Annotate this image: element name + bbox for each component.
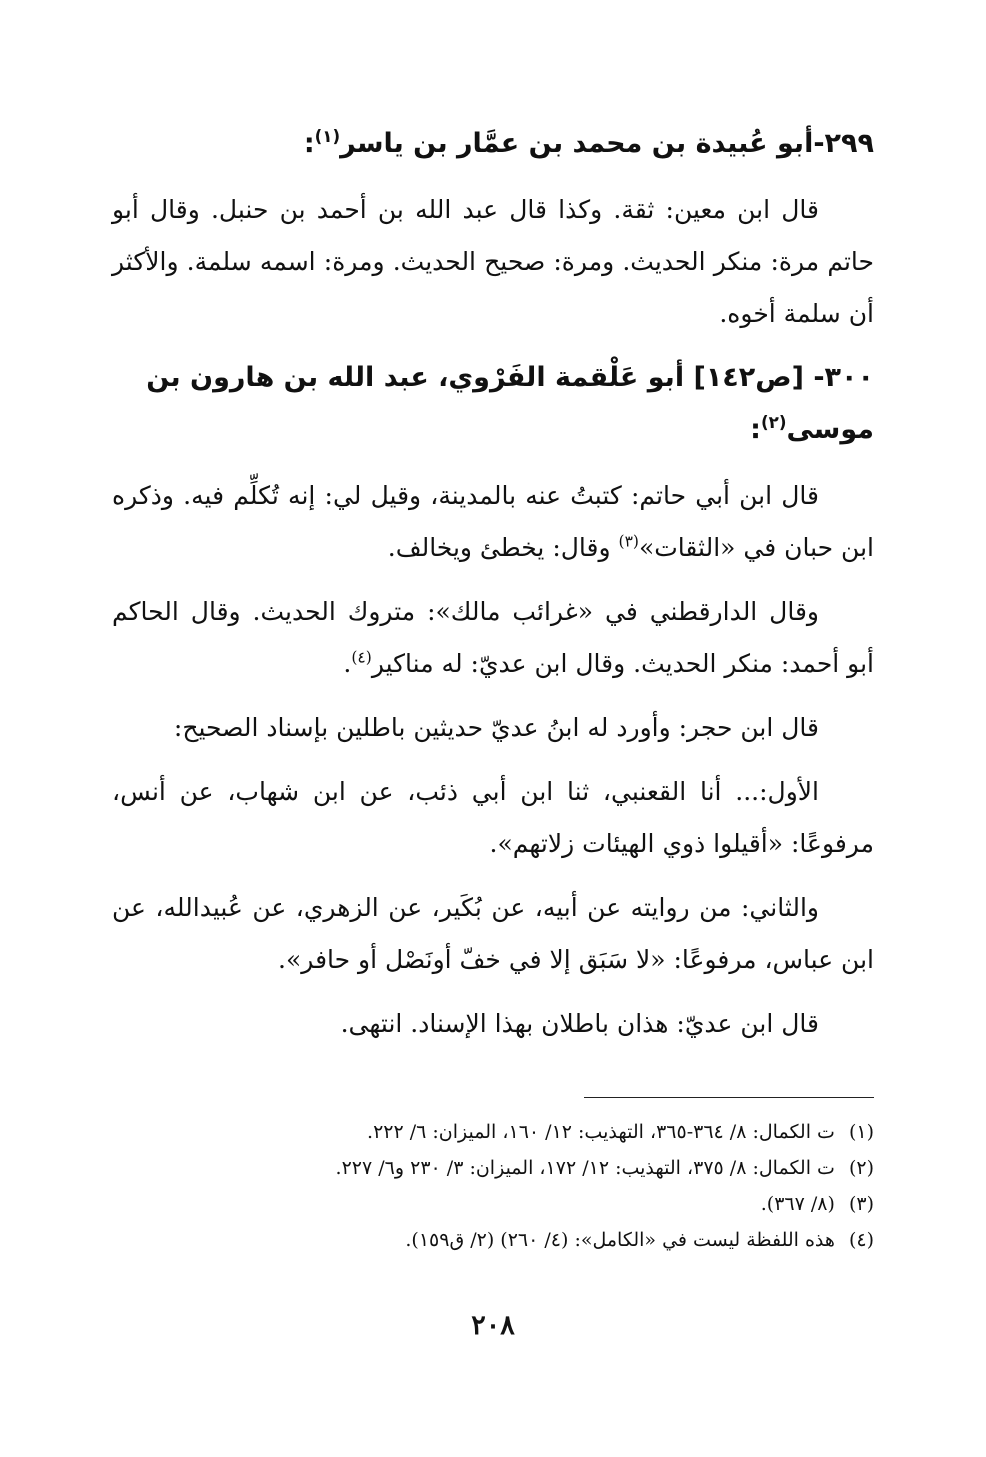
footnote-reference: (٤) [351, 648, 372, 667]
footnote-number: (٢) [848, 1157, 874, 1179]
paragraph-text: الأول:... أنا القعنبي، ثنا ابن أبي ذئب، عن ابن شهاب، عن أنس، مرفوعًا: «أقيلوا ذوي الهيئات زلاتهم». [112, 777, 874, 858]
paragraph-text-continued: وقال: يخطئ ويخالف. [387, 533, 619, 562]
paragraph [112, 586, 874, 690]
paragraph-text: قال ابن حجر: وأورد له ابنُ عديّ حديثين باطلين بإسناد الصحيح: [173, 713, 819, 742]
paragraph [112, 766, 874, 870]
footnote-text: ت الكمال: ٨/ ٣٧٥، التهذيب: ١٢/ ١٧٢، الميزان: ٣/ ٢٣٠ و٦/ ٢٢٧. [335, 1157, 835, 1179]
page-number: ٢٠٨ [471, 1310, 515, 1341]
footnote-divider [584, 1097, 874, 1098]
footnote-text: (٨/ ٣٦٧). [760, 1193, 835, 1215]
paragraph [112, 702, 874, 754]
main-text [112, 118, 874, 1062]
paragraph-text: قال ابن أبي حاتم: كتبتُ عنه بالمدينة، وقيل لي: إنه تُكلِّم فيه. وذكره ابن حبان في «الثقات» [112, 481, 874, 562]
paragraph-text: قال ابن عديّ: هذان باطلان بهذا الإسناد. انتهى. [340, 1009, 819, 1038]
footnote-number: (١) [848, 1121, 874, 1143]
footnote-number: (٣) [848, 1193, 874, 1215]
entry-heading-300 [112, 352, 874, 456]
footnote-reference: (٣) [618, 532, 639, 551]
footnote [112, 1114, 874, 1150]
footnotes [112, 1114, 874, 1258]
footnote-text: ت الكمال: ٨/ ٣٦٤-٣٦٥، التهذيب: ١٢/ ١٦٠، الميزان: ٦/ ٢٢٢. [367, 1121, 835, 1143]
footnote-reference: (١) [314, 126, 341, 146]
paragraph-text: وقال الدارقطني في «غرائب مالك»: متروك الحديث. وقال الحاكم أبو أحمد: منكر الحديث. وقال ابن عديّ: له مناكير [112, 597, 874, 678]
footnote-number: (٤) [848, 1229, 874, 1251]
paragraph [112, 184, 874, 340]
footnote-text: هذه اللفظة ليست في «الكامل»: (٤/ ٢٦٠) (٢/ ق١٥٩). [405, 1229, 835, 1251]
paragraph-text: والثاني: من روايته عن أبيه، عن بُكَير، عن الزهري، عن عُبيدالله، عن ابن عباس، مرفوعًا: «لا سَبَق إلا في خفّ أونَصْل أو حافر». [112, 893, 874, 974]
paragraph [112, 882, 874, 986]
footnote [112, 1222, 874, 1258]
entry-heading-299 [112, 118, 874, 170]
paragraph [112, 470, 874, 574]
paragraph-text: قال ابن معين: ثقة. وكذا قال عبد الله بن أحمد بن حنبل. وقال أبو حاتم مرة: منكر الحديث. ومرة: صحيح الحديث. ومرة: اسمه سلمة. والأكثر أن سلمة أخوه. [112, 195, 874, 328]
footnote [112, 1150, 874, 1186]
footnote [112, 1186, 874, 1222]
heading-colon: : [303, 128, 315, 159]
footnote-reference: (٢) [760, 412, 787, 432]
heading-colon: : [750, 414, 761, 445]
paragraph-text-continued: . [343, 649, 352, 678]
entry-heading-text: ٢٩٩-أبو عُبيدة بن محمد بن عمَّار بن ياسر [340, 128, 874, 159]
entry-heading-text: ٣٠٠- [ص١٤٢] أبو عَلْقمة الفَرْوي، عبد الله بن هارون بن موسى [146, 362, 874, 445]
paragraph [112, 998, 874, 1050]
